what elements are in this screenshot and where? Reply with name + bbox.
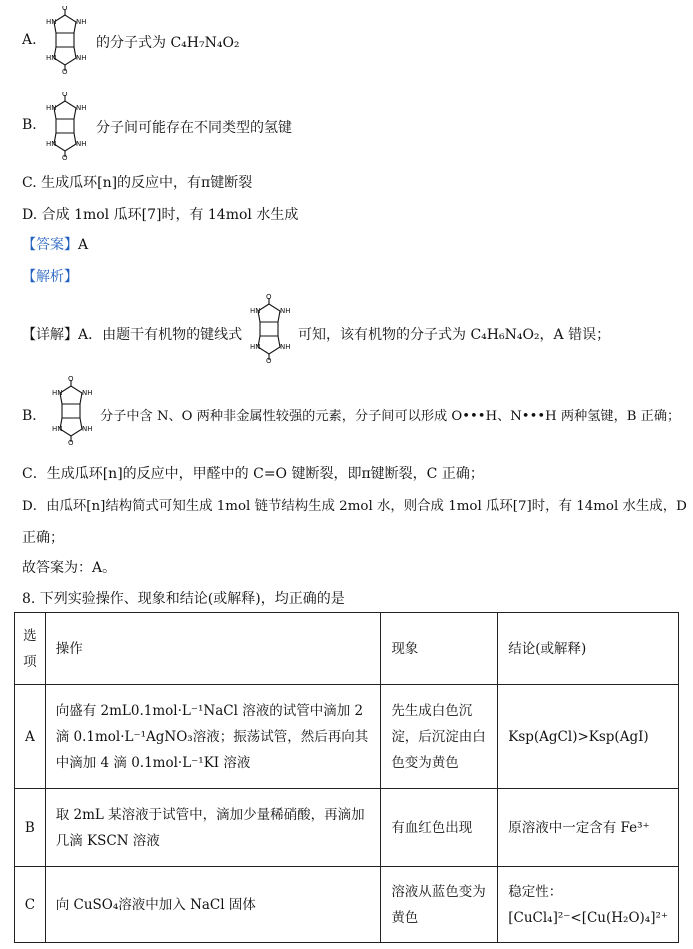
molecule-structure-icon <box>42 92 88 160</box>
detail-d-line2: 正确； <box>22 530 64 546</box>
table-row <box>15 867 679 943</box>
option-a-label: A. <box>22 32 37 48</box>
svg-text:HN: HN <box>52 425 63 433</box>
question-8-title: 8. 下列实验操作、现象和结论(或解释)，均正确的是 <box>22 591 345 607</box>
svg-text:O: O <box>266 293 272 301</box>
row-operation: 取 2mL 某溶液于试管中，滴加少量稀硝酸，再滴加几滴 KSCN 溶液 <box>45 789 381 867</box>
row-conclusion: 原溶液中一定含有 Fe³⁺ <box>498 789 679 867</box>
molecule-structure-icon <box>42 6 88 74</box>
molecule-structure-icon <box>48 374 94 448</box>
svg-text:O: O <box>62 92 68 98</box>
svg-text:O: O <box>68 375 74 383</box>
option-b-label: B. <box>22 117 37 133</box>
answer <box>22 234 88 254</box>
detail-b-label: B． <box>22 408 47 424</box>
svg-text:NH: NH <box>76 104 87 112</box>
row-phenomenon: 先生成白色沉淀，后沉淀由白色变为黄色 <box>381 685 498 789</box>
detail-a <box>22 324 242 344</box>
conclusion: 故答案为：A。 <box>22 560 117 576</box>
detail-c: C．生成瓜环[n]的反应中，甲醛中的 C=O 键断裂，即π键断裂，C 正确； <box>22 466 484 482</box>
svg-text:HN: HN <box>46 54 57 62</box>
svg-text:HN: HN <box>250 343 261 351</box>
table-row <box>15 789 679 867</box>
svg-text:O: O <box>62 154 68 160</box>
experiment-table <box>14 612 679 943</box>
svg-text:NH: NH <box>76 54 87 62</box>
svg-text:NH: NH <box>82 389 93 397</box>
option-c: C. 生成瓜环[n]的反应中，有π键断裂 <box>22 175 253 191</box>
table-header-row <box>15 613 679 685</box>
detail-tag: 【详解】 <box>22 327 78 343</box>
option-b-text: 分子间可能存在不同类型的氢键 <box>96 120 292 136</box>
analysis-tag: 【解析】 <box>22 269 78 285</box>
option-a-text: 的分子式为 C₄H₇N₄O₂ <box>96 35 240 51</box>
detail-d-line1: D．由瓜环[n]结构简式可知生成 1mol 链节结构生成 2mol 水，则合成 1mol 瓜环[7]时，有 14mol 水生成，D <box>22 499 687 514</box>
svg-text:NH: NH <box>82 425 93 433</box>
svg-text:O: O <box>266 357 272 365</box>
row-operation: 向盛有 2mL0.1mol·L⁻¹NaCl 溶液的试管中滴加 2 滴 0.1mol·L⁻¹AgNO₃溶液；振荡试管，然后再向其中滴加 4 滴 0.1mol·L⁻¹KI 溶液 <box>45 685 381 789</box>
row-conclusion: Ksp(AgCl)>Ksp(AgI) <box>498 685 679 789</box>
svg-text:HN: HN <box>46 104 57 112</box>
svg-text:NH: NH <box>280 307 291 315</box>
row-phenomenon: 有血红色出现 <box>381 789 498 867</box>
svg-text:HN: HN <box>46 140 57 148</box>
option-a <box>22 32 37 48</box>
answer-tag: 【答案】 <box>22 237 78 253</box>
svg-text:NH: NH <box>76 140 87 148</box>
detail-b-text: 分子中含 N、O 两种非金属性较强的元素，分子间可以形成 O•••H、N•••H 两种氢键，B 正确； <box>100 409 681 424</box>
header-option: 选项 <box>15 613 46 685</box>
option-d: D. 合成 1mol 瓜环[7]时，有 14mol 水生成 <box>22 207 299 223</box>
svg-text:O: O <box>62 6 68 12</box>
answer-value: A <box>78 237 89 253</box>
detail-a-post: 可知，该有机物的分子式为 C₄H₆N₄O₂，A 错误； <box>298 327 611 343</box>
svg-text:HN: HN <box>46 18 57 26</box>
table-row <box>15 685 679 789</box>
row-option: A <box>15 685 46 789</box>
header-conclusion: 结论(或解释) <box>498 613 679 685</box>
row-conclusion: 稳定性：[CuCl₄]²⁻<[Cu(H₂O)₄]²⁺ <box>498 867 679 943</box>
row-option: C <box>15 867 46 943</box>
svg-text:O: O <box>62 68 68 74</box>
header-phenomenon: 现象 <box>381 613 498 685</box>
svg-text:NH: NH <box>76 18 87 26</box>
svg-text:HN: HN <box>52 389 63 397</box>
molecule-structure-icon <box>246 292 292 366</box>
svg-text:NH: NH <box>280 343 291 351</box>
row-operation: 向 CuSO₄溶液中加入 NaCl 固体 <box>45 867 381 943</box>
svg-text:HN: HN <box>250 307 261 315</box>
row-option: B <box>15 789 46 867</box>
row-phenomenon: 溶液从蓝色变为黄色 <box>381 867 498 943</box>
svg-text:O: O <box>68 439 74 447</box>
detail-a-pre: A．由题干有机物的键线式 <box>78 327 243 343</box>
header-operation: 操作 <box>45 613 381 685</box>
